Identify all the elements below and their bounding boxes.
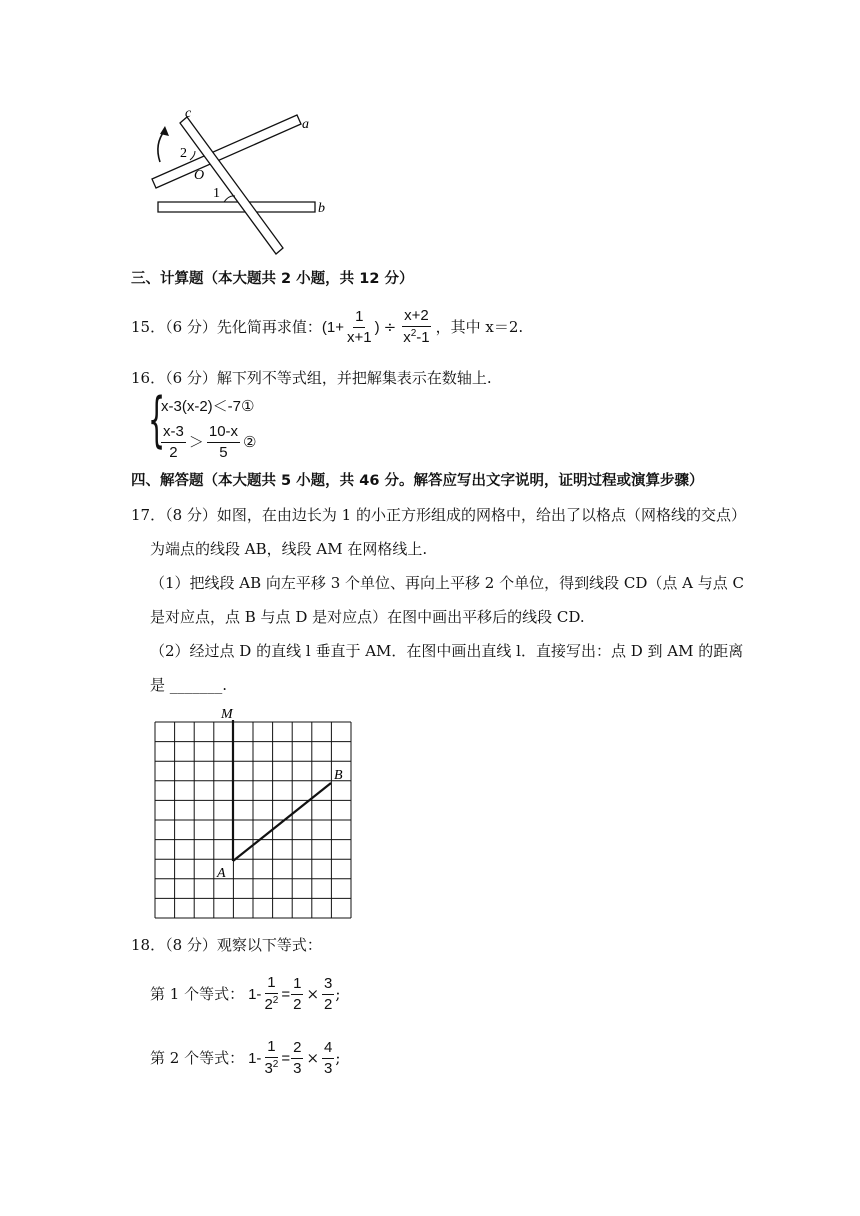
q15-suffix: ，其中 x＝2. xyxy=(435,317,524,336)
q16-op: ＞ xyxy=(188,433,204,451)
label-b-point: B xyxy=(334,768,343,783)
section-4-title: 四、解答题（本大题共 5 小题，共 46 分。解答应写出文字说明，证明过程或演算步骤） xyxy=(131,473,704,489)
segment-ab xyxy=(233,783,331,861)
label-a: a xyxy=(302,117,309,132)
q17-line-4: 是对应点，点 B 与点 D 是对应点）在图中画出平移后的线段 CD. xyxy=(150,608,585,626)
q17-line-2: 为端点的线段 AB，线段 AM 在网格线上. xyxy=(150,540,428,558)
angle-2-arc xyxy=(190,151,195,160)
grid-figure xyxy=(145,700,365,930)
label-b: b xyxy=(318,201,325,216)
question-15 xyxy=(131,305,523,349)
q15-frac2-den: $x^2-1$ xyxy=(403,328,430,346)
label-angle-2: 2 xyxy=(180,146,187,161)
q15-fraction-2 xyxy=(401,308,431,346)
label-angle-1: 1 xyxy=(213,186,220,201)
q15-prefix: 15．（6 分）先化简再求值： xyxy=(131,317,322,336)
strip-b xyxy=(158,202,315,212)
question-16-text: 16．（6 分）解下列不等式组，并把解集表示在数轴上. xyxy=(131,369,492,387)
section-3-title: 三、计算题（本大题共 2 小题，共 12 分） xyxy=(131,271,414,287)
q15-div: ÷ xyxy=(383,317,397,336)
grid-lines xyxy=(155,722,351,918)
eq2-label: 第 2 个等式： xyxy=(150,1048,245,1067)
q18-equation-2: 第 2 个等式： 1- $\frac{1}{3^2}$ = $\frac{2}{3}$ × $\frac{4}{3}$ ; xyxy=(150,1038,341,1077)
label-a-point: A xyxy=(217,866,226,881)
q17-line-3: （1）把线段 AB 向左平移 3 个单位、再向上平移 2 个单位，得到线段 CD（点 A 与点 C xyxy=(150,574,744,592)
q16-mark: ② xyxy=(243,433,257,451)
eq1-label: 第 1 个等式： xyxy=(150,984,245,1003)
label-c: c xyxy=(185,106,192,121)
q18-intro: 18．（8 分）观察以下等式： xyxy=(131,936,322,954)
q15-frac2-num: x+2 xyxy=(402,308,431,327)
q16-frac-left: $\frac{x-3}{2}$ xyxy=(163,423,184,461)
q15-open: (1+ xyxy=(321,318,345,336)
q15-close: ) xyxy=(374,318,380,336)
q15-frac1-num: 1 xyxy=(353,309,365,328)
label-o: O xyxy=(194,168,205,183)
label-m: M xyxy=(221,707,233,722)
q15-frac1-den: x+1 xyxy=(347,328,372,346)
q16-inequality-2 xyxy=(160,424,257,461)
q18-equation-1: 第 1 个等式： 1- $\frac{1}{2^2}$ = $\frac{1}{2}$ × $\frac{3}{2}$ ; xyxy=(150,974,341,1013)
q17-line-5: （2）经过点 D 的直线 l 垂直于 AM．在图中画出直线 l．直接写出：点 D 到 AM 的距离 xyxy=(150,642,744,660)
parallel-lines-figure xyxy=(140,100,340,260)
q16-brace: { xyxy=(148,385,166,455)
q15-fraction-1 xyxy=(345,309,374,346)
q16-inequality-1: x-3(x-2)＜-7① xyxy=(161,398,255,415)
q17-line-6: 是 _______. xyxy=(150,676,228,694)
q16-frac-right: $\frac{10-x}{5}$ xyxy=(208,423,239,461)
q17-line-1: 17．（8 分）如图，在由边长为 1 的小正方形组成的网格中，给出了以格点（网格线的交点） xyxy=(131,506,746,524)
